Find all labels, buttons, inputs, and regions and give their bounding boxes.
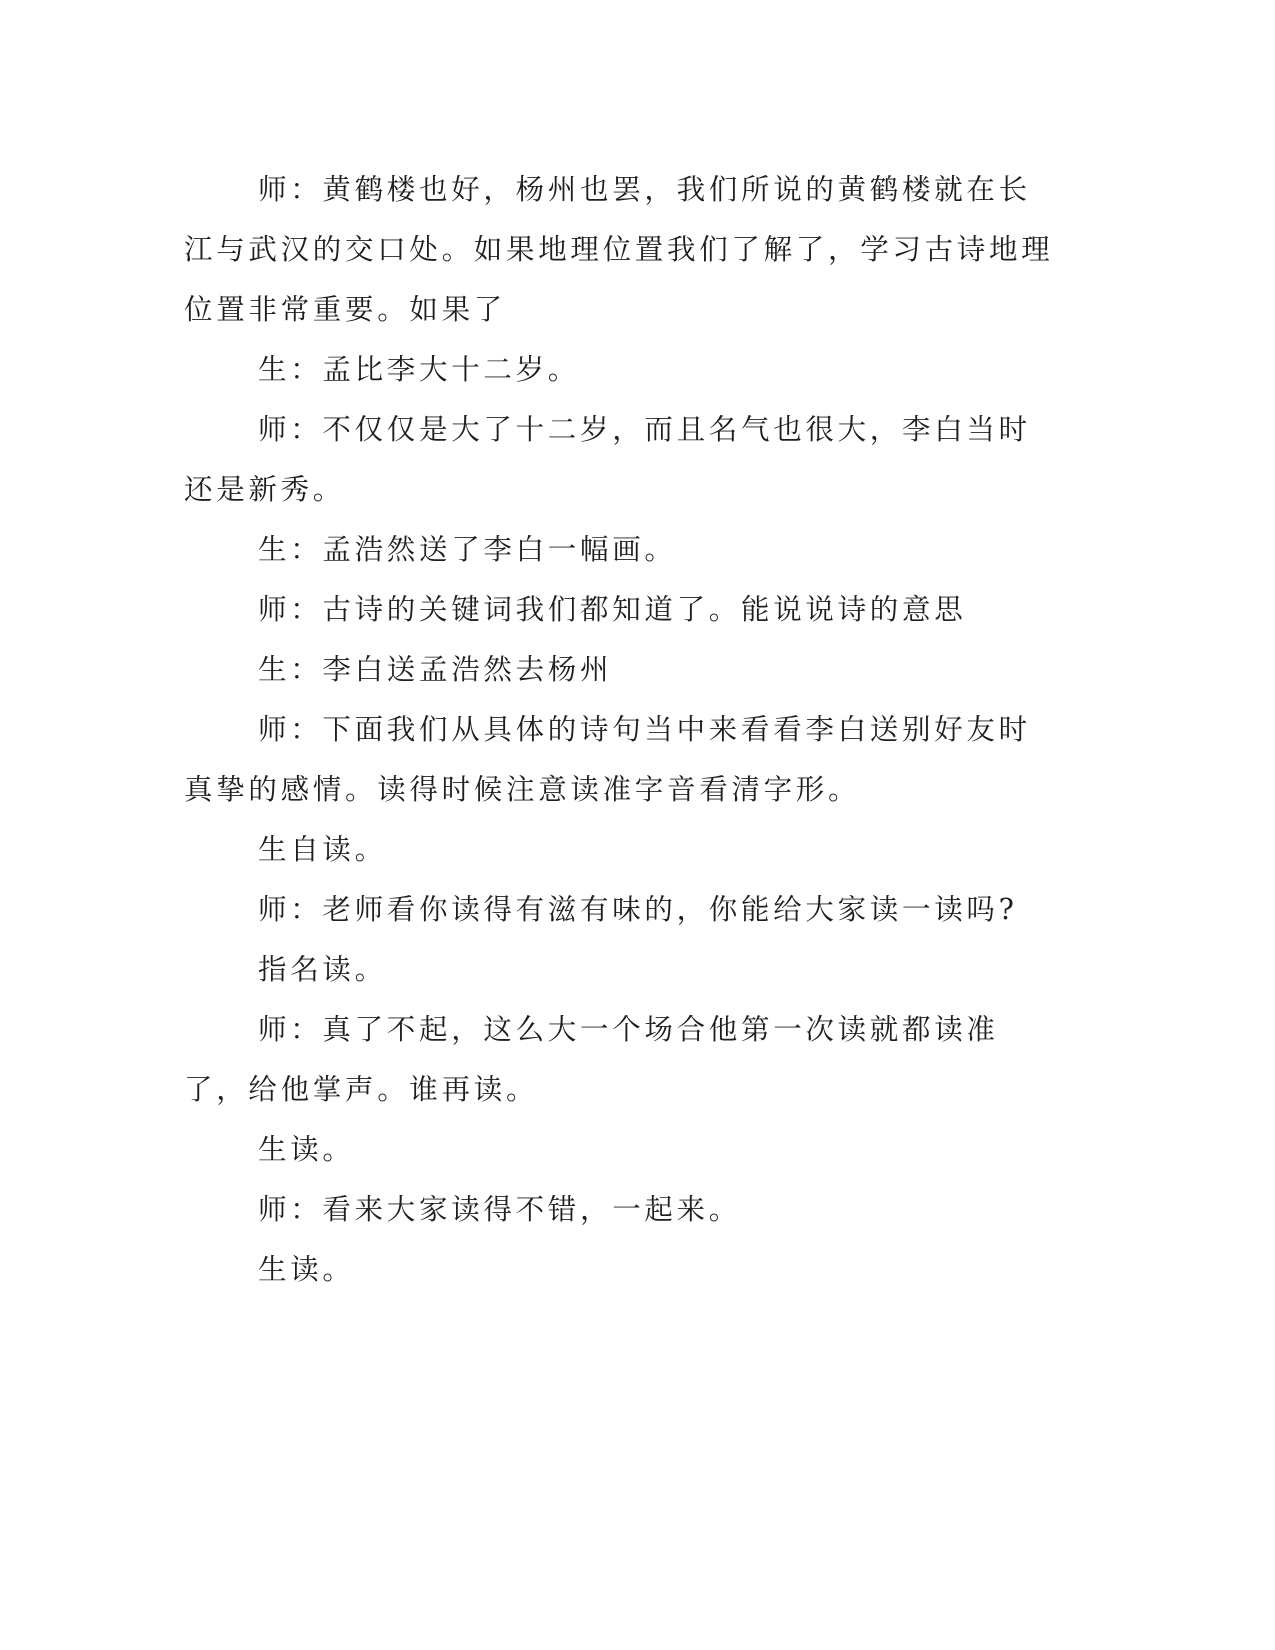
paragraph-named-read: 指名读。 xyxy=(258,953,387,986)
document-body xyxy=(184,160,1060,1300)
paragraph-teacher-meaning: 师：古诗的关键词我们都知道了。能说说诗的意思 xyxy=(258,593,967,626)
paragraph-student-age: 生：孟比李大十二岁。 xyxy=(258,353,581,386)
paragraph-teacher-fame: 师：不仅仅是大了十二岁，而且名气也很大，李白当时还是新秀。 xyxy=(184,413,1031,506)
paragraph-teacher-praise: 师：真了不起，这么大一个场合他第一次读就都读准了，给他掌声。谁再读。 xyxy=(184,1013,999,1106)
paragraph-teacher-together: 师：看来大家读得不错，一起来。 xyxy=(258,1193,742,1226)
paragraph-teacher-location: 师：黄鹤楼也好，杨州也罢，我们所说的黄鹤楼就在长江与武汉的交口处。如果地理位置我们了解了，学习古诗地理位置非常重要。如果了 xyxy=(184,173,1054,326)
paragraph-student-meaning: 生：李白送孟浩然去杨州 xyxy=(258,653,613,686)
paragraph-teacher-instruction: 师：下面我们从具体的诗句当中来看看李白送别好友时真挚的感情。读得时候注意读准字音看清字形。 xyxy=(184,713,1031,806)
paragraph-student-read-2: 生读。 xyxy=(258,1253,355,1286)
paragraph-student-painting: 生：孟浩然送了李白一幅画。 xyxy=(258,533,677,566)
paragraph-student-read-1: 生读。 xyxy=(258,1133,355,1166)
paragraph-student-self-read: 生自读。 xyxy=(258,833,387,866)
paragraph-teacher-invite: 师：老师看你读得有滋有味的，你能给大家读一读吗? xyxy=(258,893,1018,926)
